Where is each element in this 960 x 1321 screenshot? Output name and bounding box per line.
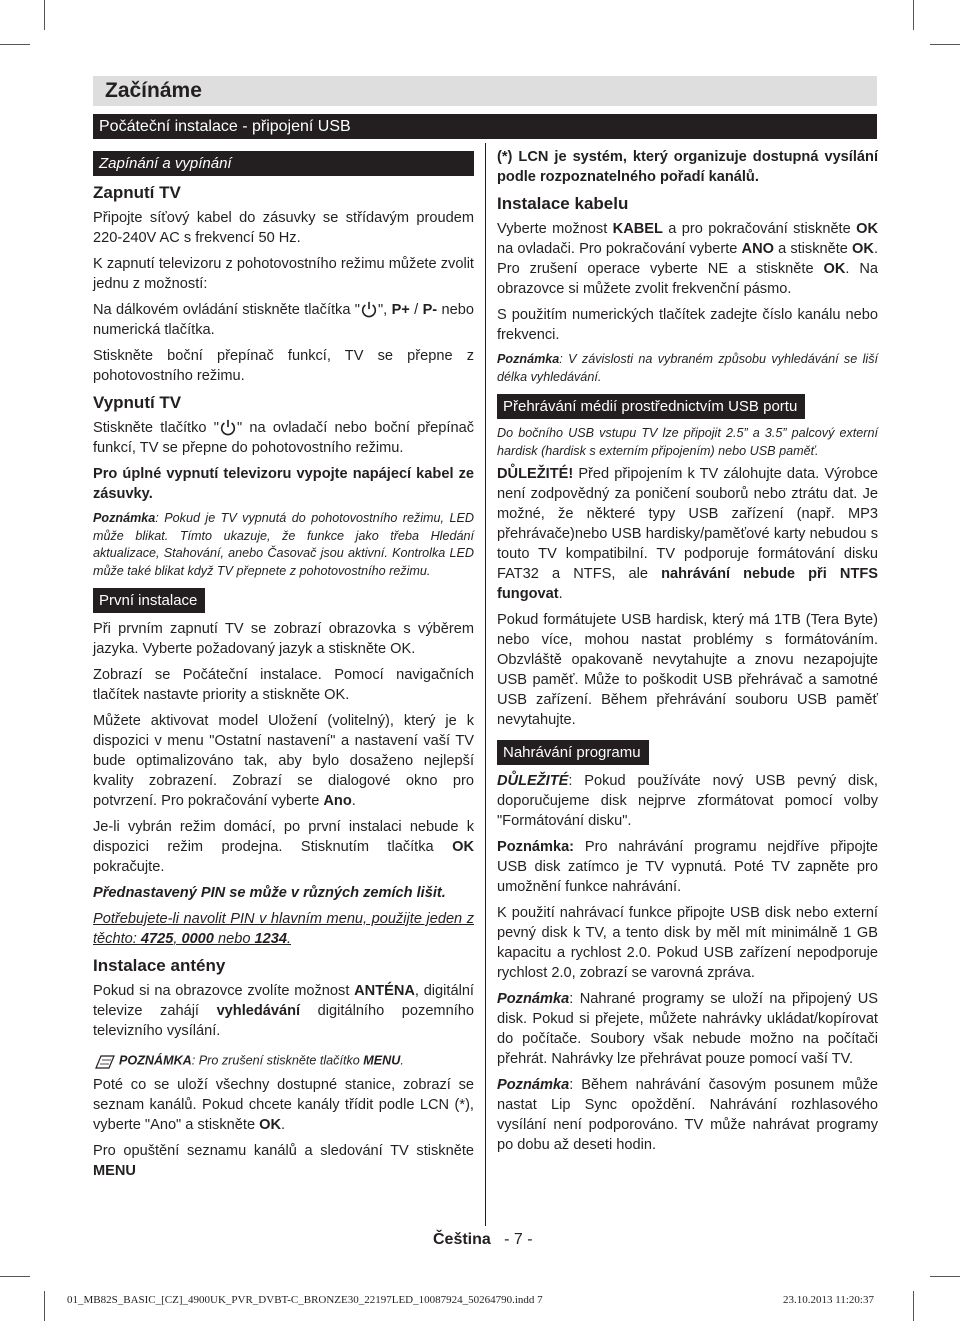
text: : V závislosti na vybraném způsobu vyhledávání se liší délka vyhledávání. (497, 352, 878, 384)
note-standby (93, 510, 474, 580)
note-cable (497, 351, 878, 386)
heading-antenna: Instalace antény (93, 956, 226, 975)
text: . (286, 931, 292, 947)
para-first-3 (93, 711, 474, 811)
text: DŮLEŽITÉ! (497, 466, 574, 482)
para-usb-3: Pokud formátujete USB hardisk, který má 1TB (Tera Byte) nebo více, mohou nastat problémy s formátováním. Obzvláště opakovaně nevytahujte a znovu nezapojujte USB paměť. Může to poškodit USB přehrávač a samotné USB zařízení. Během přehrávání souboru USB paměť nevytahujte. (497, 612, 878, 728)
bar-usb: Přehrávání médií prostřednictvím USB portu (497, 394, 805, 419)
text: : Během nahrávání časovým posunem může nastat Lip Sync opoždění. Nahrávání rozhlasového vysílání není podporováno. TV může nahrávat programy po dobu až deseti hodin. (497, 1077, 878, 1153)
text: Před připojením k TV zálohujte data. Výrobce není zodpovědný za poničení souborů nebo ztrátu dat. Je možné, že některé typy USB zařízení (např. MP3 přehrávače)nebo USB hardisky/paměťové karty nebudou s touto TV kompatibilní. TV podporuje formátování disku FAT32 a NTFS, ale (497, 466, 878, 582)
para-antenna-1 (93, 981, 474, 1041)
text: Potřebujete-li navolit PIN v hlavním menu, použijte jeden z těchto: (93, 911, 474, 947)
page-number: - 7 - (504, 1231, 533, 1248)
text: ", (378, 302, 392, 318)
bar-power: Zapínání a vypínání (93, 151, 474, 176)
heading-power-on: Zapnutí TV (93, 183, 181, 202)
text: Ano (323, 793, 352, 809)
page-title: Začínáme (105, 79, 202, 102)
pin-code: 0000 (181, 931, 214, 947)
text: DŮLEŽITÉ (497, 773, 569, 789)
text: na ovladači. Pro pokračování vyberte (497, 241, 742, 257)
text: nebo (213, 931, 255, 947)
para-cable-1 (497, 219, 878, 299)
text: digitálního pozemního televizního vysílání. (93, 1003, 474, 1039)
note-label: Poznámka (497, 352, 560, 366)
pencil-icon (93, 1051, 119, 1071)
text: , (173, 931, 182, 947)
text: Poznámka: (497, 839, 575, 855)
power-icon (219, 419, 237, 437)
text: . Pro zrušení operace vyberte NE a stiskněte (497, 241, 878, 277)
text: Pro opuštění seznamu kanálů a sledování TV stiskněte (93, 1143, 474, 1159)
crop-mark (44, 0, 45, 30)
right-column (497, 147, 878, 1161)
text: . (558, 586, 563, 602)
text: vyhledávání (216, 1003, 301, 1019)
pin-code: 4725 (140, 931, 174, 947)
bar-first-install: První instalace (93, 588, 205, 613)
para-first-2: Zobrazí se Počáteční instalace. Pomocí navigačních tlačítek nastavte priority a stiskněte OK. (93, 667, 474, 703)
para-rec-1 (497, 771, 878, 831)
text: Můžete aktivovat model Uložení (volitelný), který je k dispozici v menu "Ostatní nastavení" a nastavení vaší TV bude optimalizováno tak, aby bylo dosaženo nejlepší kvality zobrazení. Zobrazí se dialogové okno pro potvrzení. Pro pokračování vyberte (93, 713, 474, 809)
text: : Pro zrušení stiskněte tlačítko (191, 1053, 364, 1068)
column-divider (485, 143, 486, 1226)
text: ANTÉNA (354, 983, 415, 999)
crop-mark (913, 0, 914, 30)
text: OK (452, 839, 474, 855)
text: Pro nahrávání programu nejdříve připojte USB disk zatímco je TV vypnutá. Poté TV zapněte pro umožnění funkce nahrávání. (497, 839, 878, 895)
crop-mark (0, 44, 30, 45)
text: . (400, 1053, 404, 1068)
para-antenna-3 (93, 1141, 474, 1181)
para-power-off-2: Pro úplné vypnutí televizoru vypojte napájecí kabel ze zásuvky. (93, 466, 474, 502)
text: . (351, 793, 356, 809)
text: : Pokud používáte nový USB pevný disk, doporučujeme disk nejprve zformátovat pomocí volby "Formátování disku". (497, 773, 878, 829)
text: Je-li vybrán režim domácí, po první instalaci nebude k dispozici režim prodejna. Stisknutím tlačítka (93, 819, 474, 855)
note-label: POZNÁMKA (119, 1053, 192, 1068)
para-power-off-1 (93, 418, 474, 458)
heading-power-off: Vypnutí TV (93, 393, 182, 412)
text: ANO (741, 241, 774, 257)
para-power-on-4: Stiskněte boční přepínač funkcí, TV se přepne z pohotovostního režimu. (93, 348, 474, 384)
page-footer (433, 1231, 533, 1249)
text: . (281, 1117, 286, 1133)
text: : Pokud je TV vypnutá do pohotovostního režimu, LED může blikat. Tímto ukazuje, že funkce jako třeba Hledání aktualizace, Stahování, anebo Časovač jsou aktivní. Kontrolka LED může také blikat když TV přepnete z pohotovostního režimu. (93, 511, 474, 578)
text: Poznámka (497, 1077, 570, 1093)
text: P- (422, 302, 438, 318)
note-antenna (93, 1051, 474, 1071)
page-header (93, 76, 877, 106)
para-antenna-2 (93, 1075, 474, 1135)
text: KABEL (612, 221, 663, 237)
text: nahrávání nebude při NTFS fungovat (497, 566, 879, 602)
print-file-info: 01_MB82S_BASIC_[CZ]_4900UK_PVR_DVBT-C_BRONZE30_22197LED_10087924_50264790.indd 7 (67, 1294, 543, 1306)
crop-mark (0, 1276, 30, 1277)
bar-recording: Nahrávání programu (497, 740, 649, 765)
text: Vyberte možnost (497, 221, 613, 237)
para-power-on-3 (93, 300, 474, 340)
para-power-on-1: Připojte síťový kabel do zásuvky se střídavým proudem 220-240V AC s frekvencí 50 Hz. (93, 210, 474, 246)
text: Poté co se uloží všechny dostupné stanice, zobrazí se seznam kanálů. Pokud chcete kanály třídit podle LCN (*), vyberte "Ano" a stiskněte (93, 1077, 474, 1133)
left-column (93, 147, 474, 1187)
section-bar: Počáteční instalace - připojení USB (93, 114, 877, 139)
para-first-1: Při prvním zapnutí TV se zobrazí obrazovka s výběrem jazyka. Vyberte požadovaný jazyk a stiskněte OK. (93, 621, 474, 657)
text: : Nahrané programy se uloží na připojený US disk. Pokud si přejete, můžete nahrávky ukládat/kopírovat do počítače. Soubory však nebude možno na počítači přehrát. Nahrávky lze přehrávat pouze pomocí vaší TV. (497, 991, 878, 1067)
para-rec-2 (497, 837, 878, 897)
para-cable-2: S použitím numerických tlačítek zadejte číslo kanálu nebo frekvenci. (497, 307, 878, 343)
para-lcn: (*) LCN je systém, který organizuje dostupná vysílání podle rozpoznatelného pořadí kanálů. (497, 149, 878, 185)
text: , digitální televize zahájí (93, 983, 474, 1019)
text: MENU (363, 1053, 401, 1068)
text: a stiskněte (773, 241, 853, 257)
text: pokračujte. (93, 859, 165, 875)
text: OK (823, 261, 846, 277)
para-usb-1: Do bočního USB vstupu TV lze připojit 2.5” a 3.5” palcový externí hardisk (hardisk s externím připojením) nebo USB paměť. (497, 426, 878, 458)
pin-code: 1234 (254, 931, 287, 947)
text: OK (259, 1117, 282, 1133)
text: . Na obrazovce si můžete zvolit frekvenční pásmo. (497, 261, 879, 297)
text: / (409, 302, 423, 318)
heading-cable: Instalace kabelu (497, 194, 629, 213)
para-usb-2 (497, 464, 878, 604)
text: Poznámka (497, 991, 570, 1007)
note-label: Poznámka (93, 511, 156, 525)
para-rec-5 (497, 1075, 878, 1155)
text: a pro pokračování stiskněte (662, 221, 857, 237)
text: nebo numerická tlačítka. (93, 302, 474, 338)
para-pin-1: Přednastavený PIN se může v různých zemích lišit. (93, 885, 446, 901)
crop-mark (930, 44, 960, 45)
para-first-4 (93, 817, 474, 877)
text: MENU (93, 1163, 136, 1179)
text: Stiskněte tlačítko " (93, 420, 219, 436)
text: Pokud si na obrazovce zvolíte možnost (93, 983, 355, 999)
text: " na ovladačí nebo boční přepínač funkcí, TV se přepne do pohotovostního režimu. (93, 420, 474, 456)
para-power-on-2: K zapnutí televizoru z pohotovostního režimu můžete zvolit jednu z možností: (93, 256, 474, 292)
text: P+ (391, 302, 410, 318)
para-rec-4 (497, 989, 878, 1069)
text: OK (856, 221, 878, 237)
text: OK (852, 241, 874, 257)
power-icon (360, 301, 378, 319)
footer-language: Čeština (433, 1231, 491, 1248)
crop-mark (44, 1291, 45, 1321)
text: Na dálkovém ovládání stiskněte tlačítka " (93, 302, 360, 318)
crop-mark (913, 1291, 914, 1321)
para-rec-3: K použití nahrávací funkce připojte USB disk nebo externí pevný disk k TV, a tento disk by měl mít minimálně 1 GB kapacitu a rychlost 2.0. Pokud USB zařízení nepodporuje rychlost 2.0, zobrazí se varovná zpráva. (497, 905, 878, 981)
para-pin-2 (93, 909, 474, 949)
print-date-info: 23.10.2013 11:20:37 (783, 1294, 874, 1306)
crop-mark (930, 1276, 960, 1277)
